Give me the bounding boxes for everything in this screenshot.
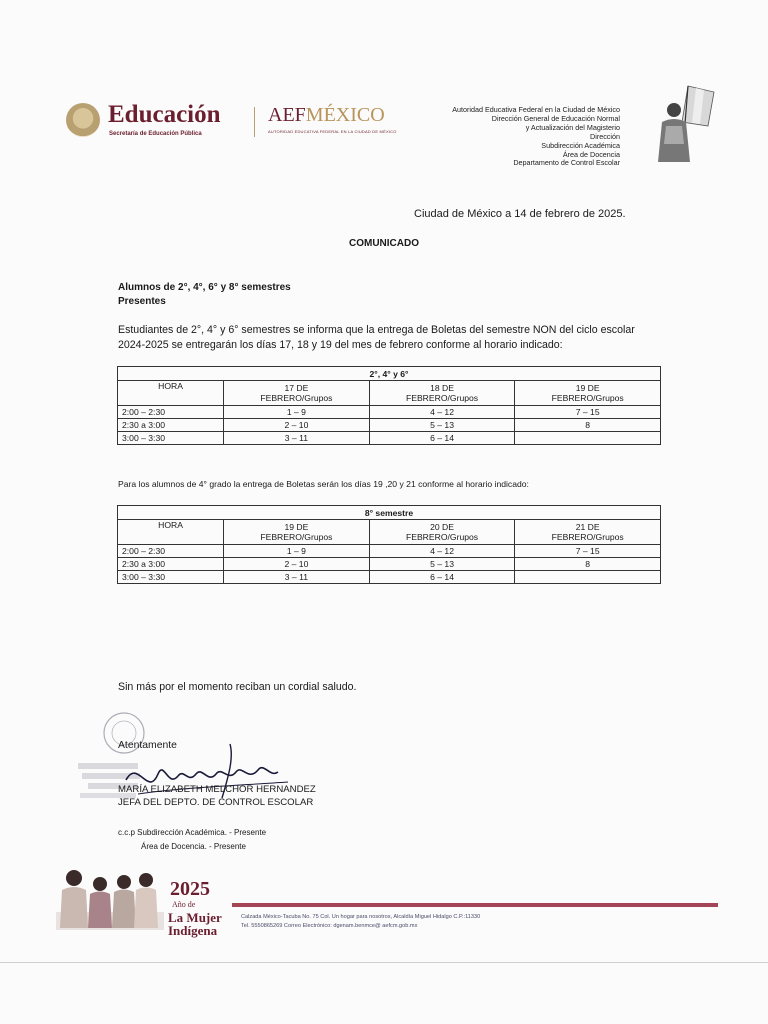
- day-header-line: 18 DE: [430, 383, 454, 393]
- year-label: 2025: [170, 878, 210, 900]
- educacion-title: Educación: [108, 101, 221, 128]
- day-header-line: FEBRERO/Grupos: [260, 532, 333, 542]
- day-header-line: FEBRERO/Grupos: [405, 393, 479, 403]
- schedule-table-2-4-6: [117, 366, 661, 445]
- atentamente-label: Atentamente: [118, 740, 177, 751]
- day-header-line: 19 DE: [575, 383, 600, 393]
- group-cell: 8: [515, 419, 661, 432]
- table-title: 8° semestre: [118, 506, 661, 520]
- table-row: [118, 406, 661, 419]
- group-cell: 3 – 11: [224, 571, 370, 584]
- time-cell: 2:30 a 3:00: [118, 419, 224, 432]
- time-cell: 2:00 – 2:30: [118, 406, 224, 419]
- authority-line: Dirección General de Educación Normal: [491, 113, 620, 123]
- authority-line: y Actualización del Magisterio: [525, 122, 620, 132]
- table-row: [118, 432, 661, 445]
- group-cell: [515, 571, 661, 584]
- indigenous-women-illustration: [56, 862, 164, 930]
- logo-divider: [254, 107, 255, 137]
- time-cell: 3:00 – 3:30: [118, 432, 224, 445]
- group-cell: 8: [515, 558, 661, 571]
- table2-lead-text: Para los alumnos de 4° grado la entrega de Boletas serán los días 19 ,20 y 21 conforme al horario indicado:: [118, 479, 529, 489]
- scan-edge: [0, 962, 768, 963]
- day-header: [515, 381, 661, 406]
- hora-header: HORA: [118, 381, 224, 406]
- table-title: 2°, 4° y 6°: [118, 367, 661, 381]
- table-row: [118, 545, 661, 558]
- day-header: [369, 381, 515, 406]
- table-row: [118, 558, 661, 571]
- year-motto: [168, 898, 222, 937]
- time-cell: 2:00 – 2:30: [118, 545, 224, 558]
- addressee-block: [118, 281, 291, 309]
- day-header-line: 20 DE: [430, 522, 454, 532]
- letter-heading: COMUNICADO: [349, 238, 419, 249]
- day-header-line: 21 DE: [575, 522, 600, 532]
- year-motto-line: Año de: [172, 900, 196, 909]
- signer-title: JEFA DEL DEPTO. DE CONTROL ESCOLAR: [118, 797, 314, 808]
- group-cell: [515, 432, 661, 445]
- group-cell: 4 – 12: [369, 545, 515, 558]
- group-cell: 3 – 11: [224, 432, 370, 445]
- footer-address-line: Calzada México-Tacuba No. 75 Col. Un hogar para nosotros, Alcaldía Miguel Hidalgo C.P.:11330: [241, 914, 481, 920]
- footer-address-line: Tel. 5550865269 Correo Electrónico: dgenam.benmce@ aefcm.gob.mx: [241, 922, 418, 929]
- addressee-line: Alumnos de 2°, 4°, 6° y 8° semestres: [118, 282, 291, 293]
- group-cell: 7 – 15: [515, 545, 661, 558]
- day-header: [515, 520, 661, 545]
- group-cell: 1 – 9: [224, 545, 370, 558]
- aef-mexico-logo: [268, 104, 385, 127]
- day-header-line: FEBRERO/Grupos: [551, 532, 624, 542]
- day-header: [369, 520, 515, 545]
- day-header-line: FEBRERO/Grupos: [551, 393, 624, 403]
- year-motto-line: Indígena: [168, 923, 218, 938]
- aef-mexico-word: MÉXICO: [305, 104, 385, 126]
- authority-line: Área de Docencia: [562, 149, 620, 159]
- ccp-line: c.c.p Subdirección Académica. - Presente: [118, 828, 267, 837]
- time-cell: 2:30 a 3:00: [118, 558, 224, 571]
- day-header-line: 19 DE: [284, 522, 309, 532]
- day-header-line: FEBRERO/Grupos: [260, 393, 333, 403]
- day-header: [224, 381, 370, 406]
- table-row: [118, 571, 661, 584]
- letter-date: Ciudad de México a 14 de febrero de 2025.: [414, 208, 626, 220]
- group-cell: 6 – 14: [369, 432, 515, 445]
- educacion-logo: [66, 101, 246, 141]
- group-cell: 2 – 10: [224, 558, 370, 571]
- year-motto-line: La Mujer: [168, 910, 222, 925]
- intro-paragraph: Estudiantes de 2°, 4° y 6° semestres se informa que la entrega de Boletas del semestre NON del ciclo escolar 2024-2025 se entregarán los días 17, 18 y 19 del mes de febrero conforme al horario indicado:: [118, 324, 635, 351]
- time-cell: 3:00 – 3:30: [118, 571, 224, 584]
- ccp-line: Área de Docencia. - Presente: [141, 842, 246, 851]
- aef-subtitle: AUTORIDAD EDUCATIVA FEDERAL EN LA CIUDAD DE MÉXICO: [268, 129, 397, 134]
- authority-line: Dirección: [590, 131, 620, 141]
- group-cell: 7 – 15: [515, 406, 661, 419]
- signer-block: [118, 783, 316, 809]
- addressee-line: Presentes: [118, 296, 166, 307]
- day-header: [224, 520, 370, 545]
- day-header-line: FEBRERO/Grupos: [405, 532, 479, 542]
- footer-address: [241, 913, 480, 930]
- group-cell: 1 – 9: [224, 406, 370, 419]
- footer-divider: [232, 903, 718, 907]
- authority-line: Autoridad Educativa Federal en la Ciudad de México: [452, 105, 620, 114]
- group-cell: 4 – 12: [369, 406, 515, 419]
- table-row: [118, 419, 661, 432]
- group-cell: 6 – 14: [369, 571, 515, 584]
- aef-prefix: AEF: [268, 104, 306, 126]
- woman-with-flag-illustration: [648, 82, 716, 164]
- day-header-line: 17 DE: [284, 383, 309, 393]
- authority-line: Departamento de Control Escolar: [513, 158, 620, 168]
- schedule-table-8: [117, 505, 661, 584]
- group-cell: 5 – 13: [369, 558, 515, 571]
- eagle-seal-icon: [66, 103, 100, 137]
- signer-name: MARÍA ELIZABETH MELCHOR HERNANDEZ: [118, 784, 316, 795]
- hora-header: HORA: [118, 520, 224, 545]
- authority-line: Subdirección Académica: [541, 140, 620, 150]
- sep-subtitle: Secretaría de Educación Pública: [109, 131, 202, 137]
- authority-block: [420, 106, 620, 168]
- closing-line: Sin más por el momento reciban un cordial saludo.: [118, 681, 357, 693]
- group-cell: 2 – 10: [224, 419, 370, 432]
- group-cell: 5 – 13: [369, 419, 515, 432]
